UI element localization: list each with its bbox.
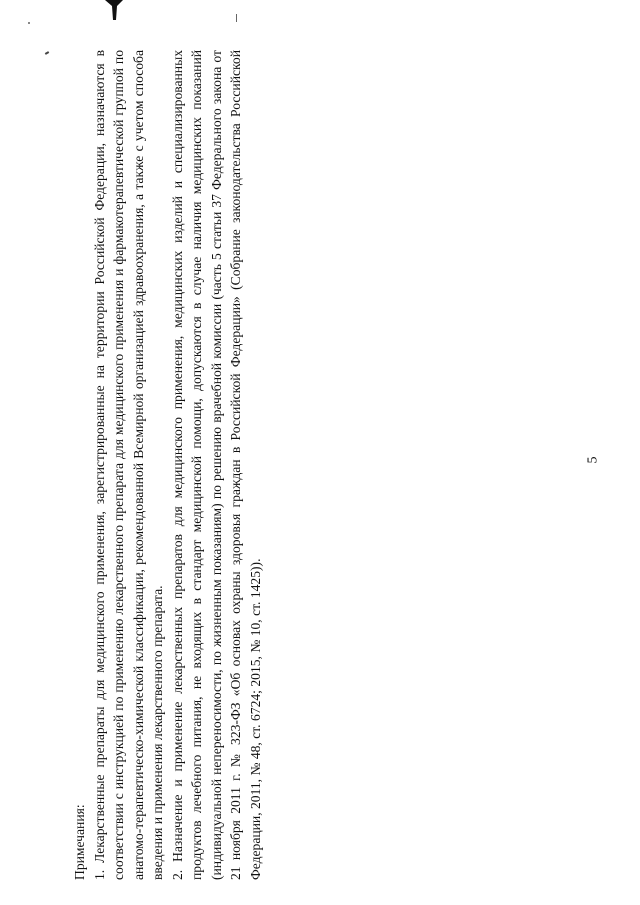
scan-mark-artifact [103, 0, 125, 20]
scan-speck [45, 51, 49, 55]
notes-block [70, 50, 265, 880]
scan-speck [236, 14, 237, 22]
scan-speck [28, 22, 30, 24]
notes-title: Примечания: [72, 804, 87, 880]
page-number: 5 [585, 456, 601, 464]
note-1: 1. Лекарственные препараты для медицинского применения, зарегистрированные на территории Российской Федерации, назначаются в соответствии с инструкцией по применению лекарственного препарата для медицинского применения и фармакотерапевтической группой по анатомо-терапевтическо-химической классификации, рекомендованной Всемирной организацией здравоохранения, а также с учетом способа введения и применения лекарственного препарата. [91, 50, 165, 880]
note-2: 2. Назначение и применение лекарственных препаратов для медицинского применения, медицинских изделий и специализированных продуктов лечебного питания, не входящих в стандарт медицинской помощи, допускаются в случае наличия медицинских показаний (индивидуальной непереносимости, по жизненным показаниям) по решению врачебной комиссии (часть 5 статьи 37 Федерального закона от 21 ноября 2011 г. № 323-ФЗ «Об основах охраны здоровья граждан в Российской Федерации» (Собрание законодательства Российской Федерации, 2011, № 48, ст. 6724; 2015, № 10, ст. 1425)). [169, 50, 263, 880]
